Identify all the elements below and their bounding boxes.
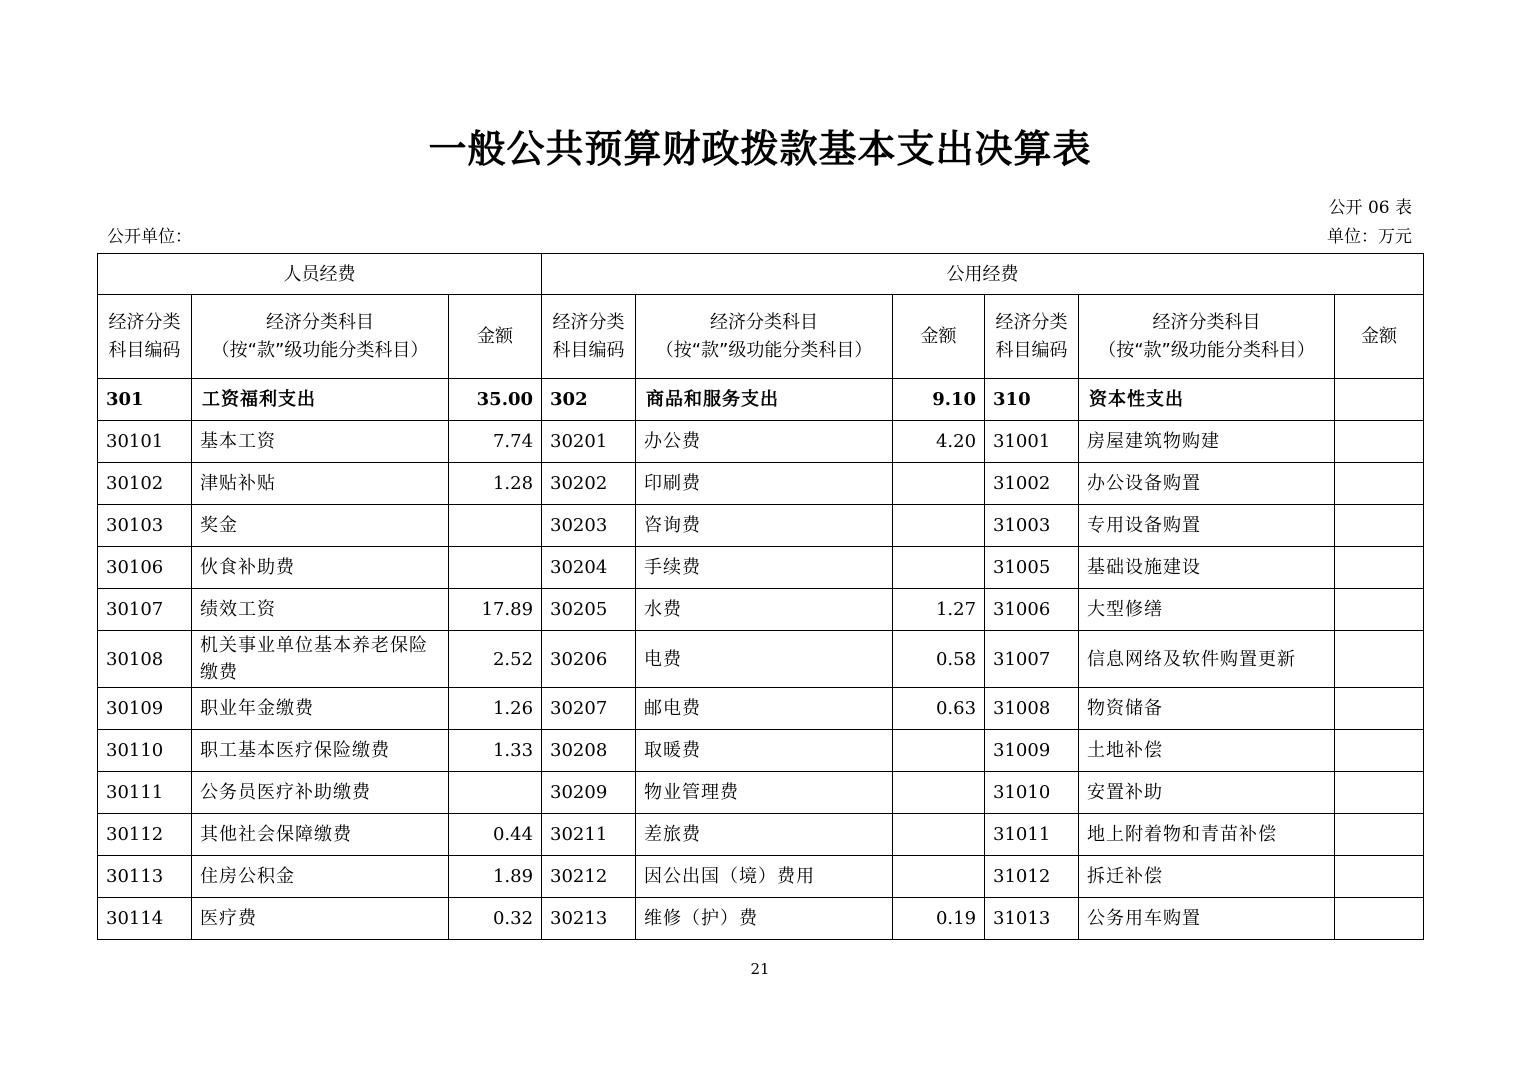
table-row xyxy=(98,463,1424,505)
economic-code-cell: 31010 xyxy=(985,772,1079,814)
amount-cell xyxy=(1335,772,1424,814)
column-header-code-line1: 经济分类 xyxy=(108,311,181,333)
column-header-amount: 金额 xyxy=(449,295,542,379)
table-row xyxy=(98,505,1424,547)
economic-item-name-cell: 机关事业单位基本养老保险缴费 xyxy=(192,631,449,688)
amount-cell xyxy=(1335,730,1424,772)
economic-code-cell: 31002 xyxy=(985,463,1079,505)
amount-cell: 17.89 xyxy=(449,589,542,631)
economic-code-cell: 30207 xyxy=(542,688,636,730)
table-row xyxy=(98,589,1424,631)
total-name-goods-services: 商品和服务支出 xyxy=(636,379,893,421)
column-header-row xyxy=(98,295,1424,379)
amount-cell: 0.63 xyxy=(893,688,985,730)
economic-code-cell: 30211 xyxy=(542,814,636,856)
column-header-name-line1: 经济分类科目 xyxy=(266,311,374,333)
economic-item-name-cell: 印刷费 xyxy=(636,463,893,505)
economic-code-cell: 30205 xyxy=(542,589,636,631)
economic-item-name-cell: 伙食补助费 xyxy=(192,547,449,589)
amount-cell xyxy=(893,814,985,856)
table-row xyxy=(98,814,1424,856)
table-row xyxy=(98,730,1424,772)
economic-item-name-cell: 房屋建筑物购建 xyxy=(1079,421,1335,463)
economic-item-name-cell: 奖金 xyxy=(192,505,449,547)
economic-code-cell: 31012 xyxy=(985,856,1079,898)
total-code-310: 310 xyxy=(985,379,1079,421)
economic-item-name-cell: 公务员医疗补助缴费 xyxy=(192,772,449,814)
economic-code-cell: 30208 xyxy=(542,730,636,772)
economic-item-name-cell: 取暖费 xyxy=(636,730,893,772)
expenditure-table xyxy=(97,253,1424,940)
economic-item-name-cell: 土地补偿 xyxy=(1079,730,1335,772)
total-code-301: 301 xyxy=(98,379,192,421)
economic-code-cell: 30110 xyxy=(98,730,192,772)
column-header-code-line2: 科目编码 xyxy=(108,339,181,361)
column-header-code-line1: 经济分类 xyxy=(995,311,1068,333)
economic-code-cell: 31003 xyxy=(985,505,1079,547)
amount-cell: 1.27 xyxy=(893,589,985,631)
economic-code-cell: 30112 xyxy=(98,814,192,856)
economic-item-name-cell: 办公设备购置 xyxy=(1079,463,1335,505)
column-header-code xyxy=(542,295,636,379)
category-total-row xyxy=(98,379,1424,421)
column-header-name-line1: 经济分类科目 xyxy=(710,311,819,333)
amount-cell xyxy=(893,772,985,814)
economic-code-cell: 31007 xyxy=(985,631,1079,688)
economic-code-cell: 30206 xyxy=(542,631,636,688)
economic-item-name-cell: 因公出国（境）费用 xyxy=(636,856,893,898)
column-header-code-line1: 经济分类 xyxy=(552,311,625,333)
economic-item-name-cell: 办公费 xyxy=(636,421,893,463)
amount-cell xyxy=(893,730,985,772)
economic-item-name-cell: 绩效工资 xyxy=(192,589,449,631)
page-number: 21 xyxy=(750,960,770,978)
economic-item-name-cell: 电费 xyxy=(636,631,893,688)
amount-cell: 0.32 xyxy=(449,898,542,940)
amount-cell xyxy=(893,547,985,589)
column-header-code xyxy=(985,295,1079,379)
amount-cell xyxy=(1335,631,1424,688)
currency-unit-label: 单位：万元 xyxy=(1327,227,1412,247)
economic-code-cell: 30204 xyxy=(542,547,636,589)
economic-code-cell: 30111 xyxy=(98,772,192,814)
column-header-name-line2: （按“款”级功能分类科目） xyxy=(1098,339,1315,361)
economic-item-name-cell: 维修（护）费 xyxy=(636,898,893,940)
amount-cell xyxy=(893,463,985,505)
page-title: 一般公共预算财政拨款基本支出决算表 xyxy=(428,127,1092,171)
economic-code-cell: 30101 xyxy=(98,421,192,463)
economic-code-cell: 31011 xyxy=(985,814,1079,856)
economic-item-name-cell: 其他社会保障缴费 xyxy=(192,814,449,856)
economic-code-cell: 30209 xyxy=(542,772,636,814)
economic-item-name-cell: 大型修缮 xyxy=(1079,589,1335,631)
economic-item-name-cell: 差旅费 xyxy=(636,814,893,856)
amount-cell: 1.28 xyxy=(449,463,542,505)
column-header-name-line2: （按“款”级功能分类科目） xyxy=(655,339,873,361)
economic-code-cell: 30109 xyxy=(98,688,192,730)
column-header-amount: 金额 xyxy=(1335,295,1424,379)
economic-item-name-cell: 物资储备 xyxy=(1079,688,1335,730)
economic-item-name-cell: 医疗费 xyxy=(192,898,449,940)
economic-code-cell: 30113 xyxy=(98,856,192,898)
economic-code-cell: 31006 xyxy=(985,589,1079,631)
economic-code-cell: 30106 xyxy=(98,547,192,589)
economic-item-name-cell: 住房公积金 xyxy=(192,856,449,898)
economic-code-cell: 30201 xyxy=(542,421,636,463)
economic-item-name-cell: 信息网络及软件购置更新 xyxy=(1079,631,1335,688)
total-name-capital: 资本性支出 xyxy=(1079,379,1335,421)
amount-cell: 0.44 xyxy=(449,814,542,856)
amount-cell xyxy=(1335,898,1424,940)
column-header-code-line2: 科目编码 xyxy=(995,339,1068,361)
total-name-personnel: 工资福利支出 xyxy=(192,379,449,421)
amount-cell xyxy=(893,505,985,547)
economic-item-name-cell: 专用设备购置 xyxy=(1079,505,1335,547)
economic-item-name-cell: 基础设施建设 xyxy=(1079,547,1335,589)
economic-code-cell: 30213 xyxy=(542,898,636,940)
amount-cell: 2.52 xyxy=(449,631,542,688)
column-header-amount: 金额 xyxy=(893,295,985,379)
amount-cell xyxy=(449,505,542,547)
economic-item-name-cell: 地上附着物和青苗补偿 xyxy=(1079,814,1335,856)
economic-item-name-cell: 咨询费 xyxy=(636,505,893,547)
amount-cell xyxy=(1335,856,1424,898)
total-code-302: 302 xyxy=(542,379,636,421)
economic-item-name-cell: 邮电费 xyxy=(636,688,893,730)
table-row xyxy=(98,547,1424,589)
economic-code-cell: 31008 xyxy=(985,688,1079,730)
economic-code-cell: 30212 xyxy=(542,856,636,898)
column-header-name-line1: 经济分类科目 xyxy=(1152,311,1261,333)
column-header-name xyxy=(192,295,449,379)
economic-code-cell: 31001 xyxy=(985,421,1079,463)
group-header-public: 公用经费 xyxy=(542,254,1424,295)
amount-cell: 1.89 xyxy=(449,856,542,898)
total-amount-capital xyxy=(1335,379,1424,421)
economic-code-cell: 30107 xyxy=(98,589,192,631)
economic-item-name-cell: 基本工资 xyxy=(192,421,449,463)
column-header-name xyxy=(636,295,893,379)
column-header-code-line2: 科目编码 xyxy=(552,339,625,361)
economic-item-name-cell: 安置补助 xyxy=(1079,772,1335,814)
total-amount-personnel: 35.00 xyxy=(449,379,542,421)
column-header-name-line2: （按“款”级功能分类科目） xyxy=(211,339,429,361)
economic-item-name-cell: 拆迁补偿 xyxy=(1079,856,1335,898)
economic-code-cell: 30114 xyxy=(98,898,192,940)
economic-item-name-cell: 水费 xyxy=(636,589,893,631)
column-header-name xyxy=(1079,295,1335,379)
economic-code-cell: 30202 xyxy=(542,463,636,505)
economic-code-cell: 31013 xyxy=(985,898,1079,940)
economic-item-name-cell: 公务用车购置 xyxy=(1079,898,1335,940)
table-row xyxy=(98,898,1424,940)
amount-cell: 1.33 xyxy=(449,730,542,772)
group-header-row xyxy=(98,254,1424,295)
amount-cell: 1.26 xyxy=(449,688,542,730)
amount-cell: 0.19 xyxy=(893,898,985,940)
amount-cell xyxy=(449,547,542,589)
amount-cell xyxy=(1335,421,1424,463)
form-number: 公开 06 表 xyxy=(1328,198,1412,218)
amount-cell xyxy=(1335,814,1424,856)
amount-cell xyxy=(1335,589,1424,631)
economic-code-cell: 30108 xyxy=(98,631,192,688)
economic-item-name-cell: 物业管理费 xyxy=(636,772,893,814)
economic-item-name-cell: 职工基本医疗保险缴费 xyxy=(192,730,449,772)
table-row xyxy=(98,688,1424,730)
economic-item-name-cell: 津贴补贴 xyxy=(192,463,449,505)
economic-code-cell: 30102 xyxy=(98,463,192,505)
amount-cell xyxy=(1335,463,1424,505)
amount-cell: 0.58 xyxy=(893,631,985,688)
amount-cell: 4.20 xyxy=(893,421,985,463)
amount-cell: 7.74 xyxy=(449,421,542,463)
amount-cell xyxy=(449,772,542,814)
economic-code-cell: 31009 xyxy=(985,730,1079,772)
table-row xyxy=(98,856,1424,898)
economic-code-cell: 31005 xyxy=(985,547,1079,589)
economic-item-name-cell: 手续费 xyxy=(636,547,893,589)
amount-cell xyxy=(1335,547,1424,589)
group-header-personnel: 人员经费 xyxy=(98,254,542,295)
reporting-unit-label: 公开单位： xyxy=(107,227,192,247)
economic-code-cell: 30203 xyxy=(542,505,636,547)
amount-cell xyxy=(1335,688,1424,730)
column-header-code xyxy=(98,295,192,379)
table-row xyxy=(98,421,1424,463)
total-amount-goods-services: 9.10 xyxy=(893,379,985,421)
amount-cell xyxy=(893,856,985,898)
economic-code-cell: 30103 xyxy=(98,505,192,547)
amount-cell xyxy=(1335,505,1424,547)
table-row xyxy=(98,631,1424,688)
economic-item-name-cell: 职业年金缴费 xyxy=(192,688,449,730)
table-row xyxy=(98,772,1424,814)
